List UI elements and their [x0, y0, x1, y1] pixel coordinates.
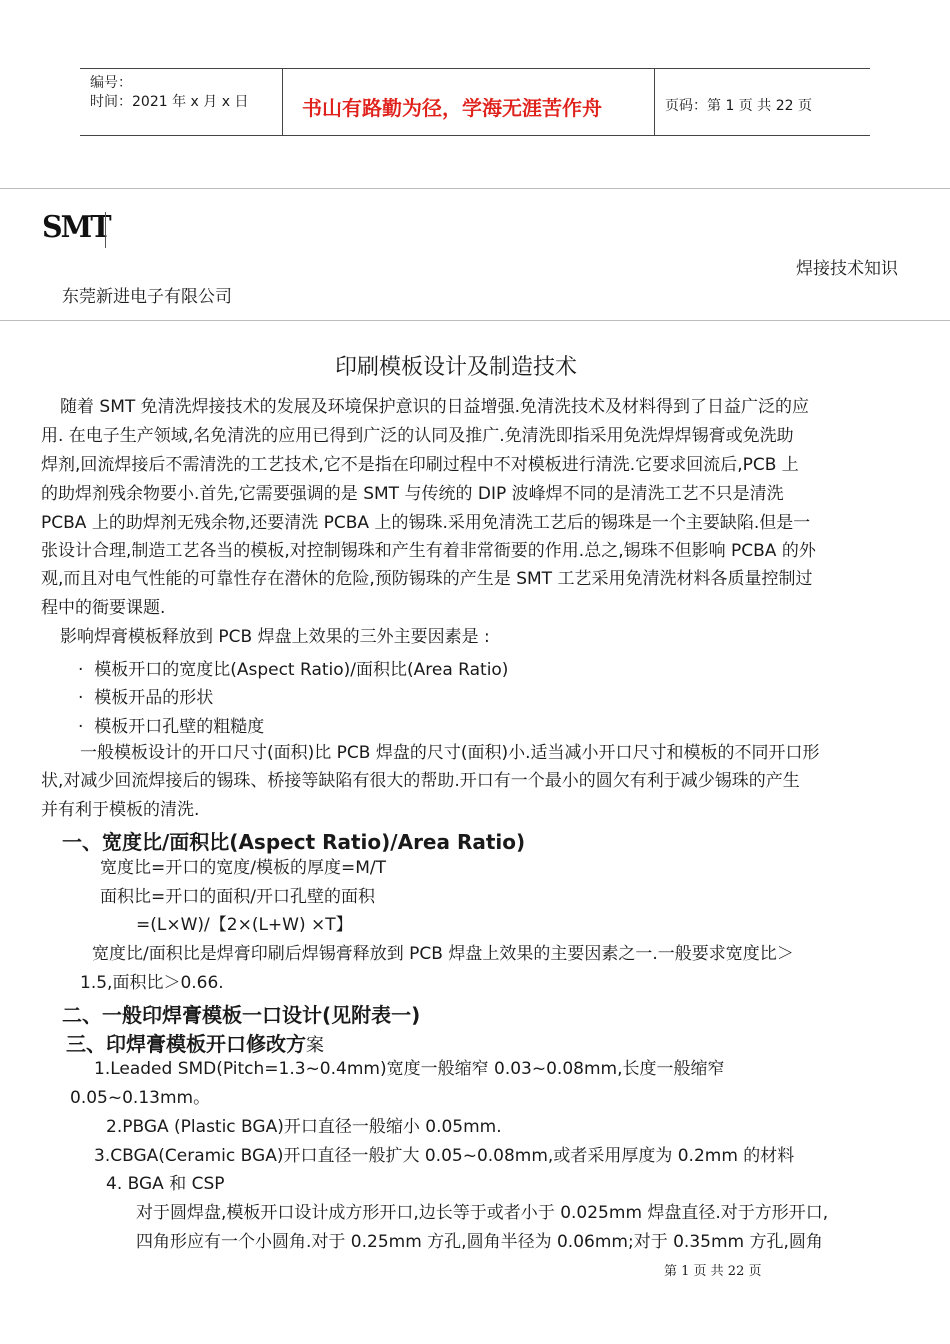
company-separator: [0, 320, 950, 321]
intro-line-2: 用. 在电子生产领域,名免清洗的应用已得到广泛的认同及推广.免清洗即指采用免洗焊焊锡膏或免洗助: [41, 426, 794, 446]
intro-line-1: 随着 SMT 免清洗焊接技术的发展及环境保护意识的日益增强.免清洗技术及材料得到了日益广泛的应: [60, 397, 810, 417]
modification-item-1-cont: 0.05~0.13mm。: [70, 1088, 211, 1108]
page-label: 页码：第 1 页 共 22 页: [665, 98, 812, 114]
header-top-rule: [80, 68, 870, 69]
factors-intro: 影响焊膏模板释放到 PCB 焊盘上效果的三外主要因素是 :: [60, 627, 490, 647]
bga-detail-line-1: 对于圆焊盘,模板开口设计成方形开口,边长等于或者小于 0.025mm 焊盘直径.对于方形开口,: [136, 1203, 829, 1223]
factor-item: [78, 655, 508, 680]
factor-item: [78, 683, 213, 708]
ratio-note-line-1: 宽度比/面积比是焊膏印刷后焊锡膏释放到 PCB 焊盘上效果的主要因素之一.一般要求宽度比＞: [92, 944, 794, 964]
modification-item-3: 3.CBGA(Ceramic BGA)开口直径一般扩大 0.05~0.08mm,或者采用厚度为 0.2mm 的材料: [94, 1146, 795, 1166]
company-name: 东莞新进电子有限公司: [62, 287, 232, 307]
bullet-dot-icon: ·: [78, 717, 95, 737]
smt-logo: SMT: [42, 210, 110, 245]
intro-line-8: 程中的衙要课题.: [41, 598, 166, 618]
bga-detail-line-2: 四角形应有一个小圆角.对于 0.25mm 方孔,圆角半径为 0.06mm;对于 0.35mm 方孔,圆角: [136, 1232, 823, 1252]
formula-area-expression: =(L×W)/【2×(L+W) ×T】: [136, 915, 353, 935]
section3-heading-text: 三、印焊膏模板开口修改方: [66, 1032, 306, 1056]
modification-item-2: 2.PBGA (Plastic BGA)开口直径一般缩小 0.05mm.: [106, 1117, 502, 1137]
bullet-dot-icon: ·: [78, 660, 95, 680]
intro-line-7: 观,而且对电气性能的可靠性存在潜休的危险,预防锡珠的产生是 SMT 工艺采用免清洗材料各质量控制过: [41, 569, 813, 589]
header-divider-right: [654, 68, 655, 135]
factor-item: [78, 712, 264, 737]
factor-text: 模板开口的宽度比(Aspect Ratio)/面积比(Area Ratio): [94, 660, 509, 680]
factor-text: 模板开口孔壁的粗糙度: [94, 717, 265, 737]
modification-item-1: 1.Leaded SMD(Pitch=1.3~0.4mm)宽度一般缩窄 0.03~0.08mm,长度一般缩窄: [94, 1059, 725, 1079]
intro-line-3: 焊剂,回流焊接后不需清洗的工艺技术,它不是指在印刷过程中不对模板进行清洗.它要求回流后,PCB 上: [41, 455, 799, 475]
formula-area-ratio: 面积比=开口的面积/开口孔壁的面积: [100, 887, 375, 907]
logo-divider: [105, 212, 106, 248]
modification-item-4: 4. BGA 和 CSP: [106, 1174, 225, 1194]
design-line-3: 并有利于模板的清洗.: [41, 800, 200, 820]
motto-text: 书山有路勤为径，学海无涯苦作舟: [302, 96, 602, 120]
formula-aspect-ratio: 宽度比=开口的宽度/模板的厚度=M/T: [100, 858, 386, 878]
intro-line-4: 的助焊剂残余物要小.首先,它需要强调的是 SMT 与传统的 DIP 波峰焊不同的是清洗工艺不只是清洗: [41, 484, 784, 504]
section1-heading: 一、宽度比/面积比(Aspect Ratio)/Area Ratio): [62, 830, 526, 854]
header-separator: [0, 188, 950, 189]
intro-line-5: PCBA 上的助焊剂无残余物,还要清洗 PCBA 上的锡珠.采用免清洗工艺后的锡珠是一个主要缺陷.但是一: [41, 513, 811, 533]
footer-page-number: 第 1 页 共 22 页: [664, 1264, 762, 1279]
intro-line-6: 张设计合理,制造工艺各当的模板,对控制锡珠和产生有着非常衙要的作用.总之,锡珠不但影响 PCBA 的外: [41, 541, 816, 561]
section3-heading-tail: 案: [306, 1035, 324, 1056]
ratio-note-line-2: 1.5,面积比＞0.66.: [80, 973, 224, 993]
number-label: 编号：: [90, 75, 132, 91]
topic-label: 焊接技术知识: [796, 259, 898, 279]
design-line-2: 状,对减少回流焊接后的锡珠、桥接等缺陷有很大的帮助.开口有一个最小的圆欠有利于减少锡珠的产生: [41, 771, 800, 791]
design-line-1: 一般模板设计的开口尺寸(面积)比 PCB 焊盘的尺寸(面积)小.适当减小开口尺寸和模板的不同开口形: [80, 743, 820, 763]
header-bottom-rule: [80, 135, 870, 136]
factor-text: 模板开品的形状: [94, 688, 214, 708]
bullet-dot-icon: ·: [78, 688, 95, 708]
section2-heading: 二、一般印焊膏模板一口设计(见附表一): [62, 1003, 421, 1027]
section3-heading: [66, 1028, 324, 1057]
document-title: 印刷模板设计及制造技术: [335, 355, 578, 380]
time-label: 时间：2021 年 x 月 x 日: [90, 94, 249, 110]
header-divider-left: [282, 68, 283, 135]
